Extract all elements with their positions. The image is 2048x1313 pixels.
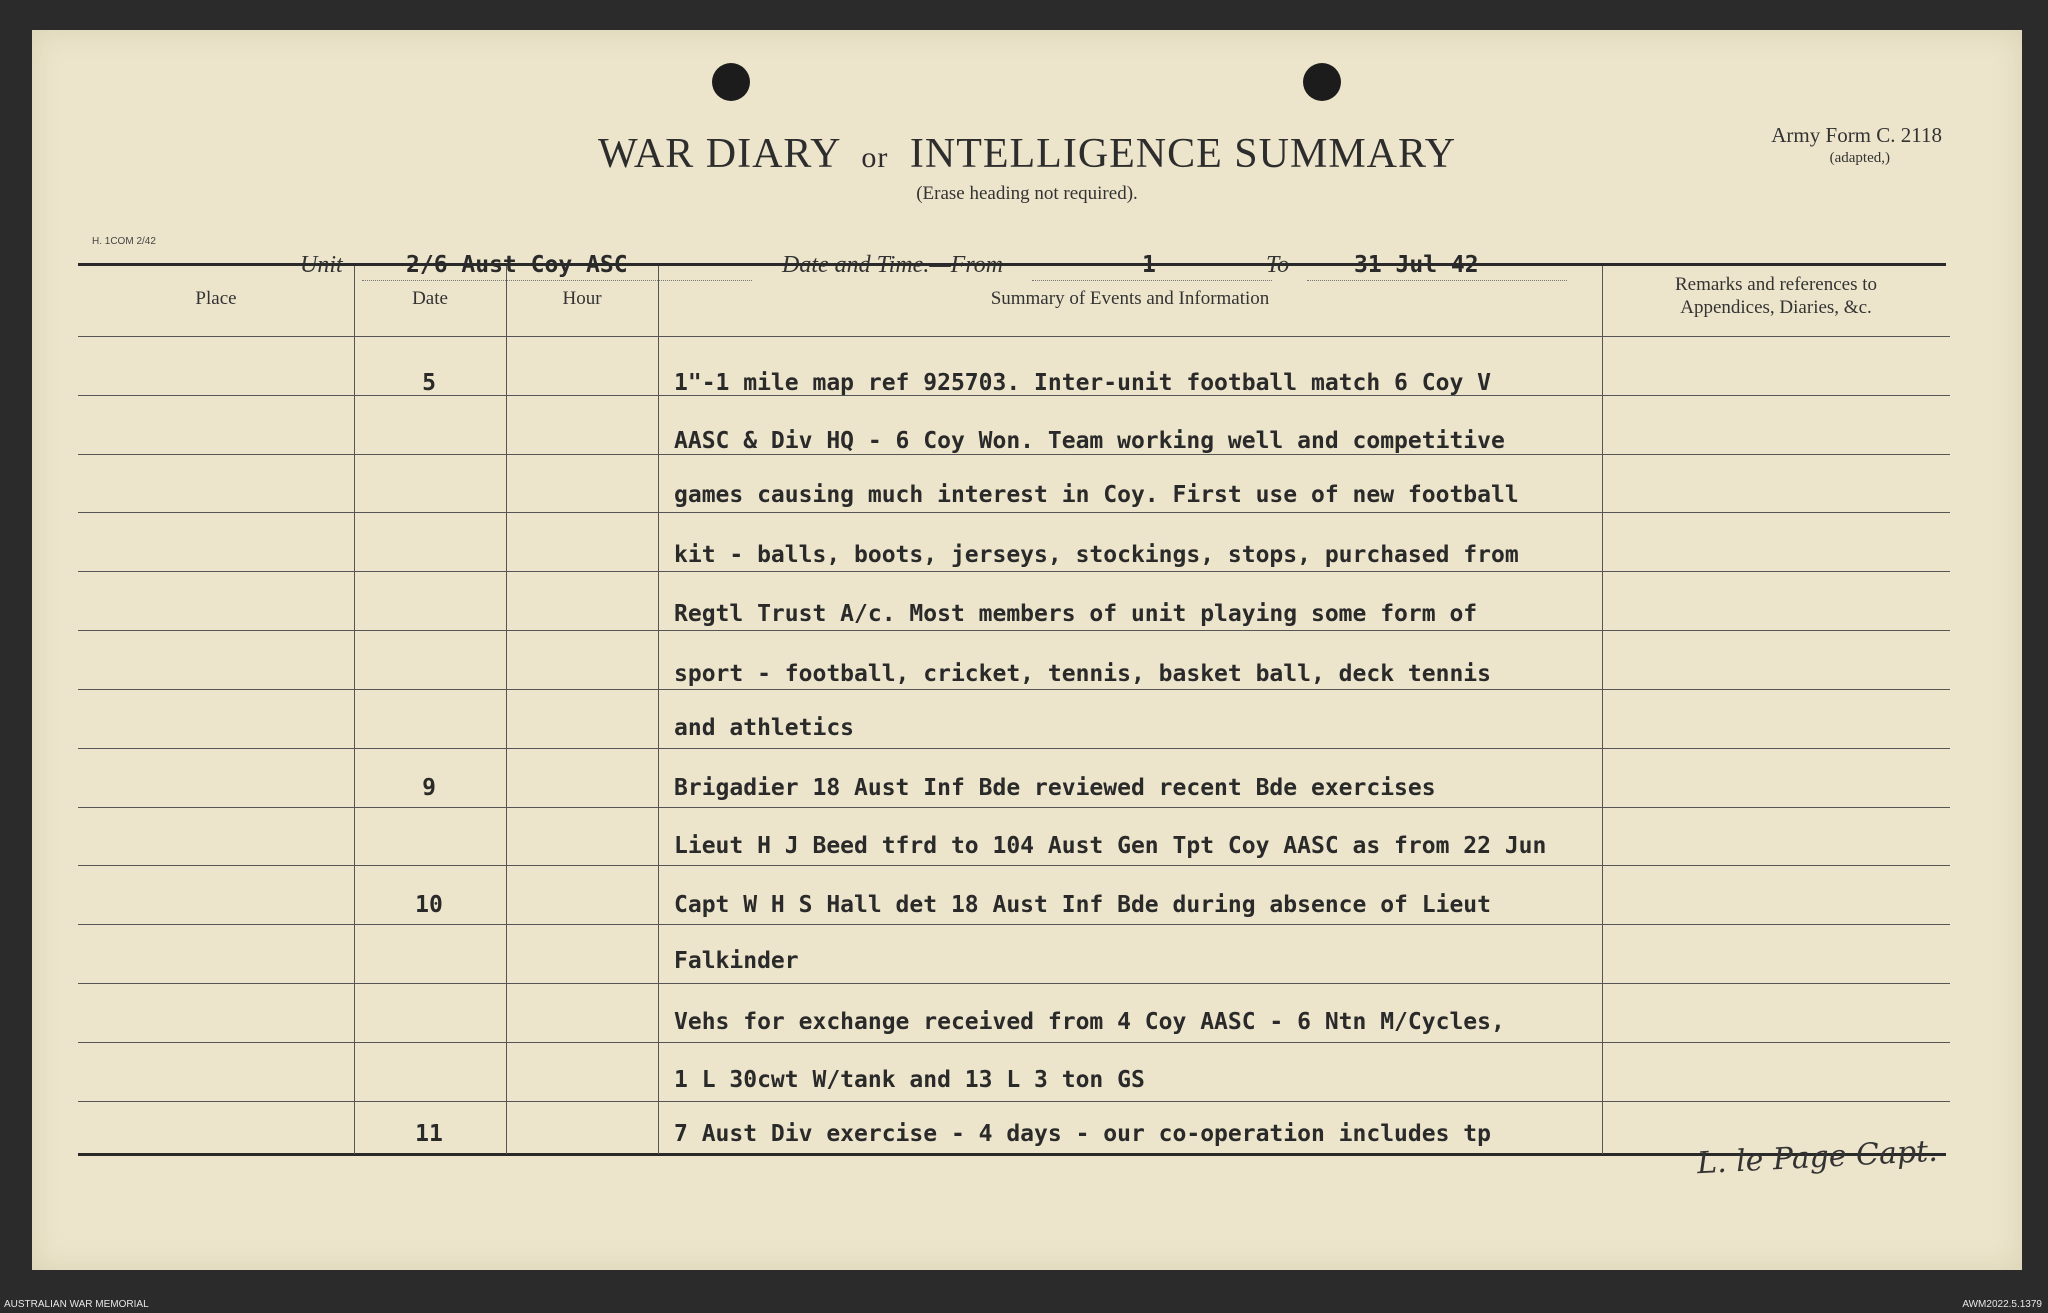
remarks-header-line-2: Appendices, Diaries, &c. <box>1680 297 1872 318</box>
punch-hole <box>1303 63 1341 101</box>
row-line <box>78 983 1950 984</box>
page-title <box>32 130 2022 178</box>
archive-credit: AUSTRALIAN WAR MEMORIAL <box>4 1299 149 1310</box>
unit-fill-line <box>362 280 752 281</box>
row-line <box>78 571 1950 572</box>
row-line <box>78 865 1950 866</box>
form-number-text: Army Form C. 2118 <box>1771 123 1942 147</box>
column-header-place: Place <box>195 288 237 309</box>
row-date: 9 <box>422 775 436 801</box>
row-line <box>78 748 1950 749</box>
summary-line: Vehs for exchange received from 4 Coy AASC - 6 Ntn M/Cycles, <box>674 1009 1505 1035</box>
summary-line: Lieut H J Beed tfrd to 104 Aust Gen Tpt Coy AASC as from 22 Jun <box>674 833 1547 859</box>
summary-line: AASC & Div HQ - 6 Coy Won. Team working well and competitive <box>674 428 1505 454</box>
column-header-hour: Hour <box>562 288 602 309</box>
unit-label: Unit <box>300 252 343 278</box>
title-or: or <box>861 141 889 174</box>
row-date: 5 <box>422 370 436 396</box>
table-bottom-rule <box>78 1153 1946 1156</box>
archive-reference: AWM2022.5.1379 <box>1962 1299 2042 1310</box>
subtitle: (Erase heading not required). <box>916 183 1138 204</box>
date-to-value: 31 Jul 42 <box>1354 252 1479 278</box>
column-header-summary: Summary of Events and Information <box>990 288 1270 309</box>
table-top-rule <box>78 263 1946 266</box>
unit-value: 2/6 Aust Coy ASC <box>406 252 628 278</box>
summary-line: and athletics <box>674 715 855 741</box>
summary-line: 1"-1 mile map ref 925703. Inter-unit football match 6 Coy V <box>674 370 1491 396</box>
officer-signature: L. le Page Capt. <box>1696 1133 1939 1182</box>
date-from-label: Date and Time.—From <box>782 252 1004 278</box>
column-header-date: Date <box>412 288 448 309</box>
title-war-diary: WAR DIARY <box>597 131 840 177</box>
summary-line: Brigadier 18 Aust Inf Bde reviewed recent Bde exercises <box>674 775 1436 801</box>
summary-line: Capt W H S Hall det 18 Aust Inf Bde during absence of Lieut <box>674 892 1491 918</box>
summary-line: Falkinder <box>674 948 799 974</box>
summary-line: Regtl Trust A/c. Most members of unit playing some form of <box>674 601 1478 627</box>
remarks-header-line-1: Remarks and references to <box>1674 274 1878 295</box>
row-date: 10 <box>415 892 443 918</box>
column-divider <box>658 266 659 1154</box>
row-line <box>78 630 1950 631</box>
row-line <box>78 512 1950 513</box>
summary-line: kit - balls, boots, jerseys, stockings, stops, purchased from <box>674 542 1519 568</box>
summary-line: 1 L 30cwt W/tank and 13 L 3 ton GS <box>674 1067 1145 1093</box>
from-fill-line <box>1032 280 1272 281</box>
to-fill-line <box>1307 280 1567 281</box>
title-intelligence-summary: INTELLIGENCE SUMMARY <box>909 131 1457 177</box>
row-line <box>78 1042 1950 1043</box>
summary-line: 7 Aust Div exercise - 4 days - our co-operation includes tp <box>674 1121 1491 1147</box>
column-divider <box>506 266 507 1154</box>
diary-page <box>32 30 2022 1270</box>
date-from-value: 1 <box>1142 252 1156 278</box>
form-code: H. 1COM 2/42 <box>92 236 156 247</box>
army-form-number <box>1771 123 1942 167</box>
column-divider <box>354 266 355 1154</box>
row-date: 11 <box>415 1121 443 1147</box>
header-bottom-line <box>78 336 1950 337</box>
row-line <box>78 1101 1950 1102</box>
punch-hole <box>712 63 750 101</box>
column-divider <box>1602 266 1603 1154</box>
row-line <box>78 924 1950 925</box>
summary-line: games causing much interest in Coy. First use of new football <box>674 482 1519 508</box>
row-line <box>78 454 1950 455</box>
row-line <box>78 807 1950 808</box>
column-header-remarks <box>1602 273 1950 319</box>
form-adapted-text: (adapted,) <box>1829 150 1890 166</box>
summary-line: sport - football, cricket, tennis, basket ball, deck tennis <box>674 661 1491 687</box>
date-to-label: To <box>1266 252 1290 278</box>
row-line <box>78 689 1950 690</box>
